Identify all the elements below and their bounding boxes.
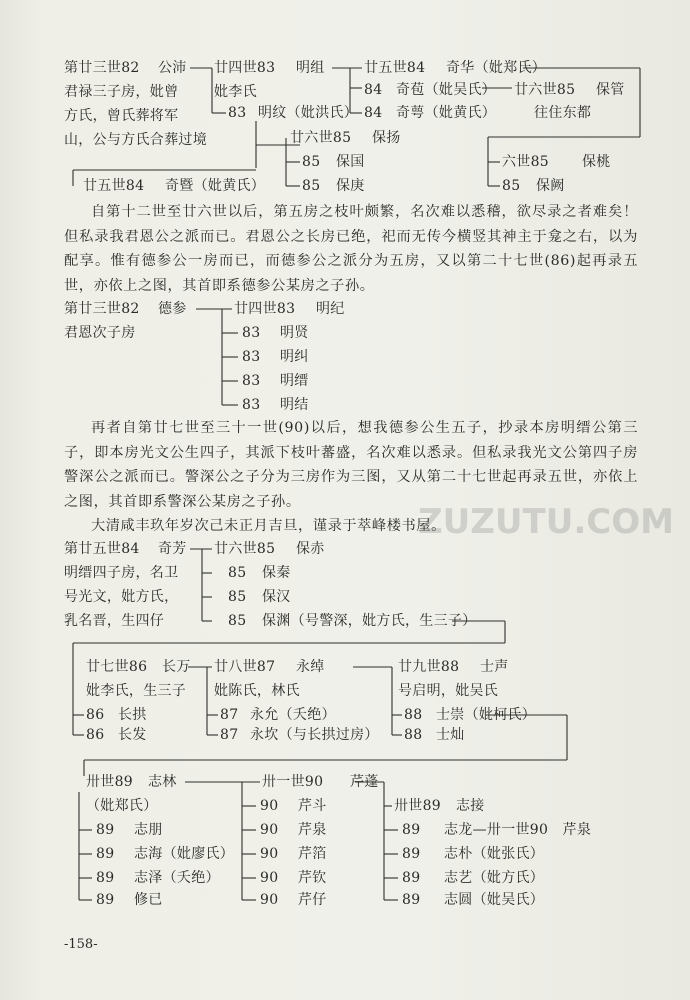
- s3-g31-child-2-name: 芹泉: [298, 822, 327, 838]
- s3-g30a-desc: （妣郑氏）: [86, 798, 158, 814]
- s3-g26-1-generation: 廿六世85: [214, 541, 276, 557]
- s3-g28-child-1-name: 永允（夭绝）: [250, 707, 336, 723]
- s2-child-5-generation: 83: [242, 397, 261, 413]
- s1-g26b-name: 保扬: [372, 130, 401, 146]
- s1-g24a-name: 明组: [296, 60, 325, 76]
- s1-g26a-note: 往住东都: [534, 105, 592, 121]
- s3-g30b-child-4-name: 志圆（妣吴氏）: [444, 892, 545, 908]
- s3-root-desc-1: 明缙四子房，名卫: [64, 565, 179, 581]
- s1-g25b-name: 奇苞（妣吴氏）: [396, 82, 497, 98]
- s3-g29-child-1-generation: 88: [404, 707, 423, 723]
- s1-g26a-name: 保管: [596, 82, 625, 98]
- watermark: ZUZUTU.COM: [418, 502, 674, 542]
- s3-g30b-name: 志接: [456, 798, 485, 814]
- s2-child-1-name: 明纪: [316, 301, 345, 317]
- s3-g27-desc: 妣李氏，生三子: [86, 683, 187, 699]
- s3-root-desc-3: 乳名晋，生四仔: [64, 613, 165, 629]
- s3-g26-4-generation: 85: [228, 613, 247, 629]
- s3-g27-generation: 廿七世86: [86, 659, 148, 675]
- s3-g29-child-2-name: 士灿: [436, 727, 465, 743]
- s1-g24a-wife: 妣李氏: [214, 84, 257, 100]
- s3-g30a-child-1-name: 志朋: [134, 822, 163, 838]
- s3-g30b-child-3-generation: 89: [402, 870, 421, 886]
- s1-g25d-generation: 廿五世84: [83, 178, 145, 194]
- paragraph-2: 再者自第廿七世至三十一世(90)以后，想我德参公生五子，抄录本房明缙公第三子，即本房光文公生四子，其派下枝叶蕃盛，名次难以悉录。但私录我光文公第四子房警深公之派而已。警深公之子分为三房作为三图，又从第二十七世起再录五世，亦依上之图，其首即系警深公某房之子孙。: [64, 420, 638, 510]
- s3-g28-generation: 廿八世87: [214, 659, 276, 675]
- s3-g26-2-generation: 85: [228, 565, 247, 581]
- s1-g26e-name: 保桃: [582, 154, 611, 170]
- s1-root-desc-3: 山，公与方氏合葬过境: [64, 132, 207, 148]
- s2-root-desc: 君恩次子房: [64, 325, 136, 341]
- s3-g31-child-1-name: 芹斗: [298, 798, 327, 814]
- s1-g26c-name: 保国: [336, 154, 365, 170]
- s3-g29-child-1-name: 士崇（妣柯氏）: [436, 707, 537, 723]
- s2-child-4-name: 明缙: [280, 373, 309, 389]
- s3-root-name: 奇芳: [158, 541, 187, 557]
- s3-g29-generation: 廿九世88: [398, 659, 460, 675]
- s3-g27-child-1-generation: 86: [86, 707, 105, 723]
- s2-root-generation: 第廿三世82: [64, 301, 140, 317]
- s3-g30a-generation: 卅世89: [86, 774, 134, 790]
- s1-g25b-generation: 84: [364, 82, 383, 98]
- s1-g25a-name: 奇华（妣郑氏）: [446, 60, 547, 76]
- s1-g25c-generation: 84: [364, 105, 383, 121]
- s3-g30a-name: 志林: [148, 774, 177, 790]
- s3-root-desc-2: 号光文，妣方氏，: [64, 589, 179, 605]
- s3-g29-name: 士声: [480, 659, 509, 675]
- s3-g30a-child-4-name: 修已: [134, 892, 163, 908]
- s3-g26-3-name: 保汉: [262, 589, 291, 605]
- s1-g26f-name: 保阙: [536, 178, 565, 194]
- s3-g26-4-name: 保渊（号警深，妣方氏，生三子）: [262, 613, 477, 629]
- s3-g30a-child-4-generation: 89: [96, 892, 115, 908]
- s3-g30b-child-2-generation: 89: [402, 846, 421, 862]
- s3-g30b-child-4-generation: 89: [402, 892, 421, 908]
- s1-root-name: 公沛: [158, 60, 187, 76]
- s3-g30b-child-2-name: 志朴（妣张氏）: [444, 846, 545, 862]
- page-number: -158-: [64, 937, 98, 952]
- s1-g24a-generation: 廿四世83: [214, 60, 276, 76]
- s3-g30b-child-3-name: 志艺（妣方氏）: [444, 870, 545, 886]
- s3-g30a-child-2-name: 志海（妣廖氏）: [134, 846, 235, 862]
- s3-g31-child-1-generation: 90: [260, 798, 279, 814]
- s3-g27-name: 长万: [162, 659, 191, 675]
- s3-g31-child-2-generation: 90: [260, 822, 279, 838]
- paragraph-1: 自第十二世至廿六世以后，第五房之枝叶颇繁，名次难以悉稽，欲尽录之者难矣！但私录我君恩公之派而已。君恩公之长房已绝，祀而无传今横竖其神主于龛之右，以为配享。惟有德参公一房而已，而德参公之派分为五房，又以第二十七世(86)起再录五世，亦依上之图，其首即系德参公某房之子孙。: [64, 204, 638, 294]
- s3-g28-name: 永绰: [296, 659, 325, 675]
- s1-g25d-name: 奇暨（妣黄氏）: [165, 178, 266, 194]
- s1-g24b-generation: 83: [228, 105, 247, 121]
- s3-g26-1-name: 保赤: [296, 541, 325, 557]
- s3-g31-child-5-generation: 90: [260, 892, 279, 908]
- s3-g31-child-3-generation: 90: [260, 846, 279, 862]
- s3-g28-child-2-generation: 87: [220, 727, 239, 743]
- s1-g25a-generation: 廿五世84: [364, 60, 426, 76]
- s3-g30a-child-3-name: 志泽（夭绝）: [134, 870, 220, 886]
- s3-g31-generation: 卅一世90: [262, 774, 324, 790]
- s1-g26f-generation: 85: [502, 178, 521, 194]
- s3-g26-3-generation: 85: [228, 589, 247, 605]
- s1-g25c-name: 奇萼（妣黄氏）: [396, 105, 497, 121]
- s2-root-name: 德参: [158, 301, 187, 317]
- s1-g26d-generation: 85: [302, 178, 321, 194]
- s3-g31-name: 芹蓬: [350, 774, 379, 790]
- s3-g27-child-2-name: 长发: [118, 727, 147, 743]
- s3-g30b-generation: 卅世89: [394, 798, 442, 814]
- s3-g27-child-2-generation: 86: [86, 727, 105, 743]
- s3-g31-child-4-name: 芹钦: [298, 870, 327, 886]
- s1-g26c-generation: 85: [302, 154, 321, 170]
- paragraph-3: 大清咸丰玖年岁次己未正月吉旦，谨录于萃峰楼书屋。: [90, 518, 446, 534]
- s3-g27-child-1-name: 长拱: [118, 707, 147, 723]
- s2-child-2-name: 明贤: [280, 325, 309, 341]
- s3-g31-child-4-generation: 90: [260, 870, 279, 886]
- s1-g24b-name: 明纹（妣洪氏）: [258, 105, 359, 121]
- s1-root-desc-2: 方氏，曾氏葬将军: [64, 108, 179, 124]
- s3-g30b-child-1-name: 志龙—卅一世90 芹泉: [444, 822, 592, 838]
- s3-g28-child-1-generation: 87: [220, 707, 239, 723]
- s2-child-2-generation: 83: [242, 325, 261, 341]
- s2-child-3-generation: 83: [242, 349, 261, 365]
- s3-g29-child-2-generation: 88: [404, 727, 423, 743]
- s1-g26a-generation: 廿六世85: [514, 82, 576, 98]
- s1-root-desc-1: 君禄三子房，妣曾: [64, 84, 179, 100]
- s1-g26e-generation: 六世85: [502, 154, 550, 170]
- s1-root-generation: 第廿三世82: [64, 60, 140, 76]
- s3-g31-child-5-name: 芹仔: [298, 892, 327, 908]
- s3-g28-desc: 妣陈氏，林氏: [214, 683, 300, 699]
- s3-g28-child-2-name: 永坎（与长拱过房）: [250, 727, 379, 743]
- s2-child-3-name: 明纠: [280, 349, 309, 365]
- s3-g30a-child-3-generation: 89: [96, 870, 115, 886]
- s3-g26-2-name: 保秦: [262, 565, 291, 581]
- s3-g30a-child-2-generation: 89: [96, 846, 115, 862]
- s2-child-5-name: 明结: [280, 397, 309, 413]
- s2-child-4-generation: 83: [242, 373, 261, 389]
- s3-g31-child-3-name: 芹箔: [298, 846, 327, 862]
- s1-g26b-generation: 廿六世85: [290, 130, 352, 146]
- s1-g26d-name: 保庚: [336, 178, 365, 194]
- s3-g30a-child-1-generation: 89: [96, 822, 115, 838]
- s3-root-generation: 第廿五世84: [64, 541, 140, 557]
- s3-g29-desc: 号启明，妣吴氏: [398, 683, 499, 699]
- s2-child-1-generation: 廿四世83: [234, 301, 296, 317]
- s3-g30b-child-1-generation: 89: [402, 822, 421, 838]
